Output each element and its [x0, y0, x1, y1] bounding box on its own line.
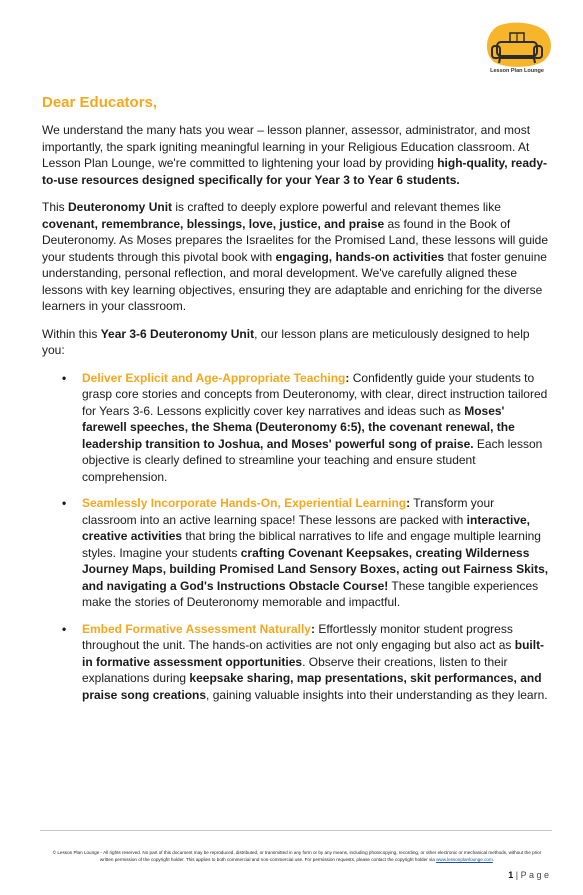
benefits-list — [42, 370, 550, 704]
bullet-title: Embed Formative Assessment Naturally — [82, 621, 311, 636]
bullet-text: These tangible experiences make the stories of Deuteronomy memorable and impactful. — [82, 578, 539, 609]
bullet-title: Seamlessly Incorporate Hands-On, Experiential Learning — [82, 496, 407, 510]
bullet-emphasis: Moses' farewell speeches, the Shema (Deuteronomy 6:5), the covenant renewal, the leadership transition to Joshua, and Moses' powerful song of praise. — [82, 403, 515, 451]
bullet-text: Effortlessly monitor student progress throughout the unit. The hands-on activities are not only engaging but also act as — [82, 621, 515, 652]
unit-text-1: This — [42, 200, 69, 214]
website-link[interactable]: www.lessonplanlounge.com — [436, 856, 493, 862]
list-item — [42, 621, 550, 704]
list-item — [42, 495, 550, 611]
intro-paragraph — [42, 122, 550, 188]
unit-name: Deuteronomy Unit — [68, 200, 173, 214]
list-item — [42, 370, 550, 486]
bullet-text: . Observe their creations, listen to their explanations during — [82, 654, 508, 685]
bullet-text: that bring the biblical narratives to life and engage multiple learning styles. Imagine your students — [82, 529, 541, 560]
unit-text-4: that foster genuine understanding, personal reflection, and moral development. We've carefully aligned these lessons with key learning objectives, ensuring they are adaptable and enriching for the diverse learners in your classroom. — [42, 249, 547, 313]
bullet-emphasis: built-in formative assessment opportunities — [82, 638, 545, 669]
page-number — [508, 870, 549, 880]
footer-divider — [40, 830, 552, 831]
intro-text: We understand the many hats you wear – lesson planner, assessor, administrator, and most importantly, the spark igniting meaningful learning in your Religious Education classroom. At Lesson Plan Lounge, we're committed to lightening your load by providing — [42, 123, 531, 170]
logo-wordmark: Lesson Plan Lounge — [490, 68, 544, 74]
within-text-1: Within this — [42, 326, 101, 341]
bullet-text: , gaining valuable insights into their understanding as they learn. — [206, 687, 548, 702]
bullet-text: Confidently guide your students to grasp core stories and concepts from Deuteronomy, with clear, direct instruction tailored for Years 3-6. Lessons explicitly cover key narratives and ideas such as — [82, 370, 548, 418]
bullet-title: Deliver Explicit and Age-Appropriate Teaching — [82, 370, 346, 385]
within-text-2: , our lesson plans are meticulously designed to help you: — [42, 326, 530, 357]
bullet-marker: • — [62, 621, 67, 636]
bullet-text: Each lesson objective is clearly defined to streamline your teaching and ensure student comprehension. — [82, 436, 543, 484]
bullet-marker: • — [62, 370, 67, 385]
copyright-text: © Lesson Plan Lounge - All rights reserved. No part of this document may be reproduced, distributed, or transmitted in any form or by any means, including photocopying, recording, or other electronic or mechanical methods, without the prior written permission of the copyright holder. This applies to both commercial and non-commercial use. For permission requests, please contact the copyright holder via — [52, 850, 542, 862]
bullet-marker: • — [62, 496, 67, 510]
letter-body — [42, 122, 550, 713]
bullet-colon: : — [345, 370, 350, 385]
bullet-colon: : — [406, 496, 411, 510]
greeting-heading: Dear Educators, — [42, 94, 158, 111]
page-label: | P a g e — [513, 870, 549, 880]
bullet-colon: : — [310, 621, 315, 636]
unit-text-2: is crafted to deeply explore powerful and relevant themes like — [172, 200, 501, 214]
bullet-text: Transform your classroom into an active learning space! These lessons are packed with — [82, 496, 495, 527]
within-unit: Year 3-6 Deuteronomy Unit — [100, 326, 255, 341]
bullet-emphasis: keepsake sharing, map presentations, skit performances, and praise song creations — [82, 671, 542, 702]
unit-text-3: as found in the Book of Deuteronomy. As Moses prepares the Israelites for the Promised Land, these lessons will guide your students through this pivotal book with — [42, 216, 549, 264]
unit-themes: covenant, remembrance, blessings, love, justice, and praise — [42, 216, 385, 231]
intro-emphasis: high-quality, ready-to-use resources designed specifically for your Year 3 to Year 6 students. — [42, 156, 547, 187]
link-suffix: . — [492, 856, 495, 862]
within-paragraph — [42, 326, 550, 359]
page-number-value: 1 — [508, 870, 514, 880]
bullet-emphasis: interactive, creative activities — [82, 512, 531, 543]
unit-paragraph — [42, 199, 550, 315]
bullet-emphasis: crafting Covenant Keepsakes, creating Wilderness Journey Maps, building Promised Land Sensory Boxes, acting out Fairness Skits, and navigating a God's Instructions Obstacle Course! — [82, 545, 549, 593]
unit-activities: engaging, hands-on activities — [275, 249, 445, 264]
copyright-notice — [48, 850, 546, 863]
